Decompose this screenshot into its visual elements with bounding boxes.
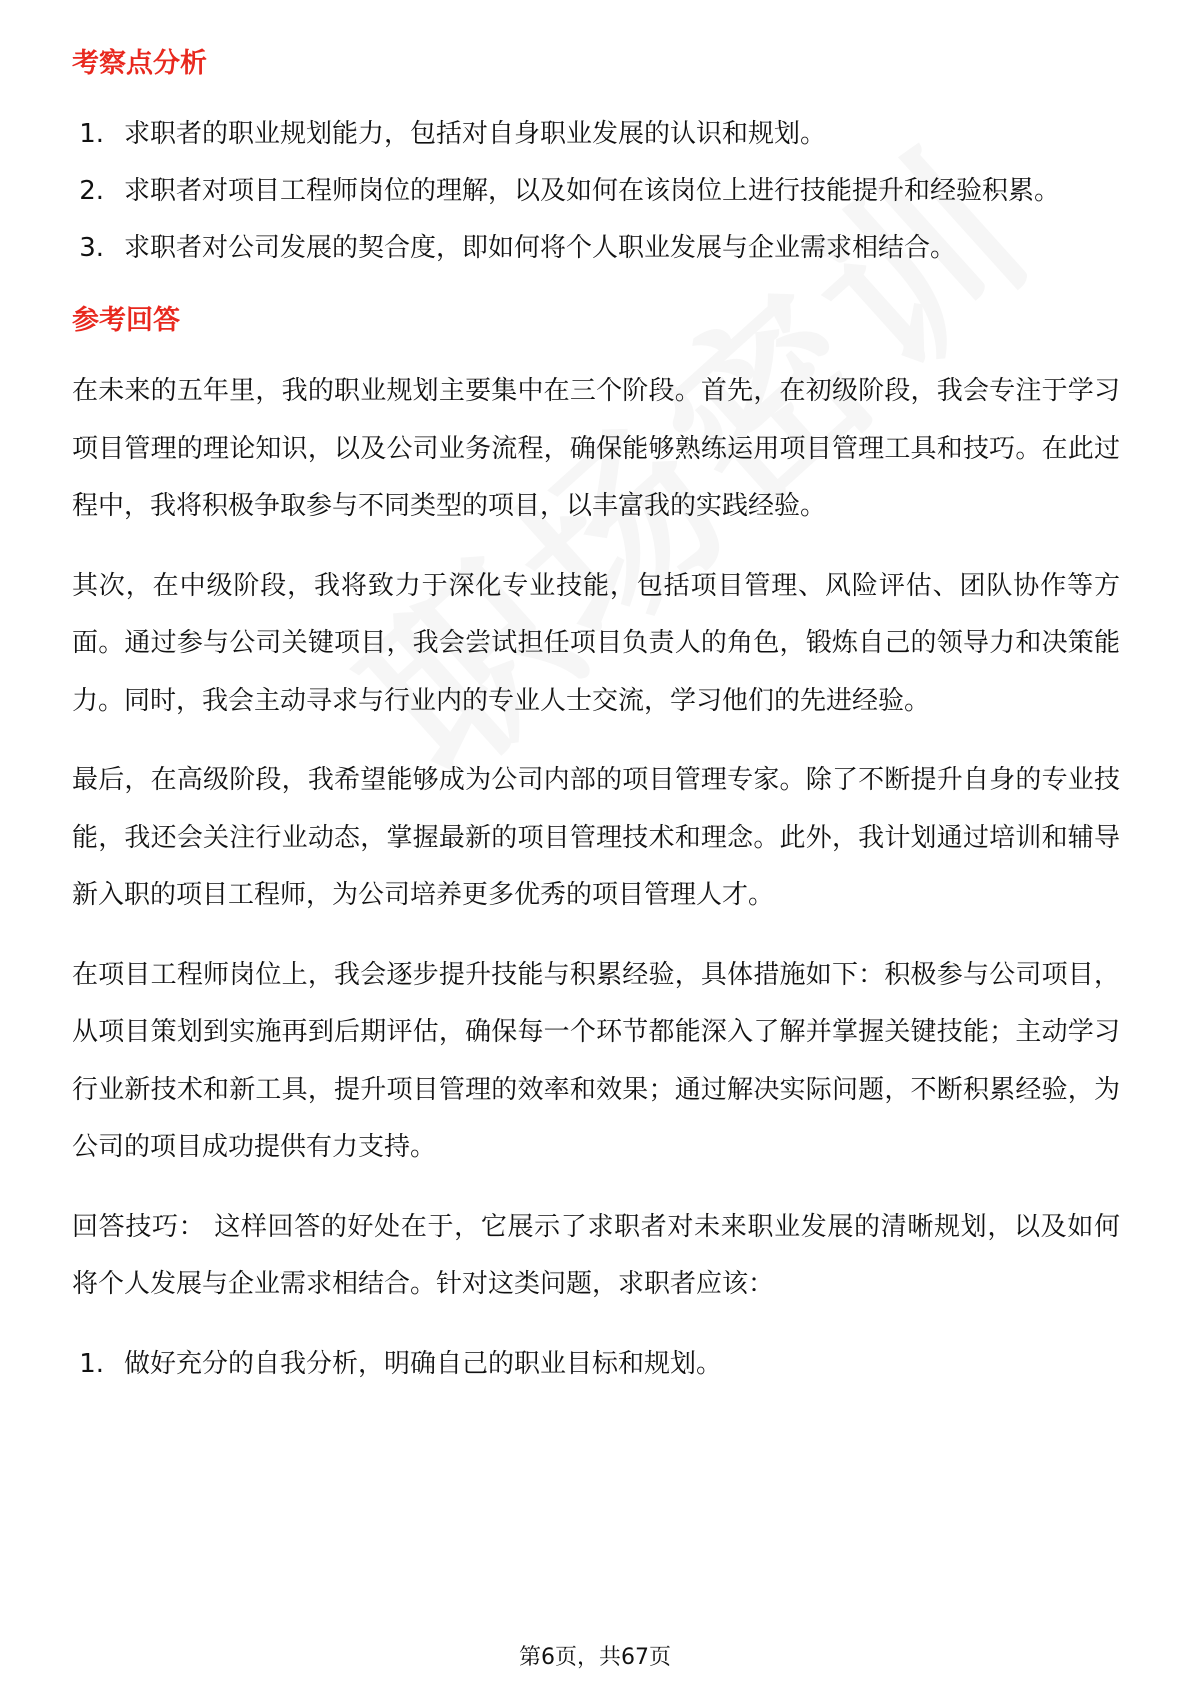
list-item [72,220,1120,277]
list-text: 求职者对项目工程师岗位的理解，以及如何在该岗位上进行技能提升和经验积累。 [124,176,1061,206]
answer-paragraph: 最后，在高级阶段，我希望能够成为公司内部的项目管理专家。除了不断提升自身的专业技能，我还会关注行业动态，掌握最新的项目管理技术和理念。此外，我计划通过培训和辅导新入职的项目工程师，为公司培养更多优秀的项目管理人才。 [72,765,1120,910]
answer-paragraph: 其次，在中级阶段，我将致力于深化专业技能，包括项目管理、风险评估、团队协作等方面。通过参与公司关键项目，我会尝试担任项目负责人的角色，锻炼自己的领导力和决策能力。同时，我会主动寻求与行业内的专业人士交流，学习他们的先进经验。 [72,570,1120,716]
answer-tips-paragraph: 回答技巧： 这样回答的好处在于，它展示了求职者对未来职业发展的清晰规划，以及如何将个人发展与企业需求相结合。针对这类问题，求职者应该： [72,1211,1120,1299]
answer-paragraph: 在未来的五年里，我的职业规划主要集中在三个阶段。首先，在初级阶段，我会专注于学习项目管理的理论知识，以及公司业务流程，确保能够熟练运用项目管理工具和技巧。在此过程中，我将积极争取参与不同类型的项目，以丰富我的实践经验。 [72,376,1120,521]
list-number: 3. [79,233,104,263]
page-footer: 第6页，共67页 [519,1645,671,1670]
section-heading-analysis: 考察点分析 [72,48,207,79]
analysis-list [72,106,1120,277]
list-item [72,106,1120,163]
list-item [72,1336,1120,1393]
document-body [72,44,1120,1393]
answer-paragraph: 在项目工程师岗位上，我会逐步提升技能与积累经验，具体措施如下：积极参与公司项目，从项目策划到实施再到后期评估，确保每一个环节都能深入了解并掌握关键技能；主动学习行业新技术和新工具，提升项目管理的效率和效果；通过解决实际问题，不断积累经验，为公司的项目成功提供有力支持。 [72,959,1120,1162]
section-heading-reference-answer: 参考回答 [72,305,180,336]
list-text: 求职者的职业规划能力，包括对自身职业发展的认识和规划。 [124,119,827,149]
list-text: 做好充分的自我分析，明确自己的职业目标和规划。 [124,1348,723,1379]
list-text: 求职者对公司发展的契合度，即如何将个人职业发展与企业需求相结合。 [124,233,957,263]
tips-list [72,1336,1120,1393]
list-number: 2. [79,176,104,206]
list-number: 1. [79,1348,104,1379]
list-number: 1. [79,119,104,149]
list-item [72,163,1120,220]
